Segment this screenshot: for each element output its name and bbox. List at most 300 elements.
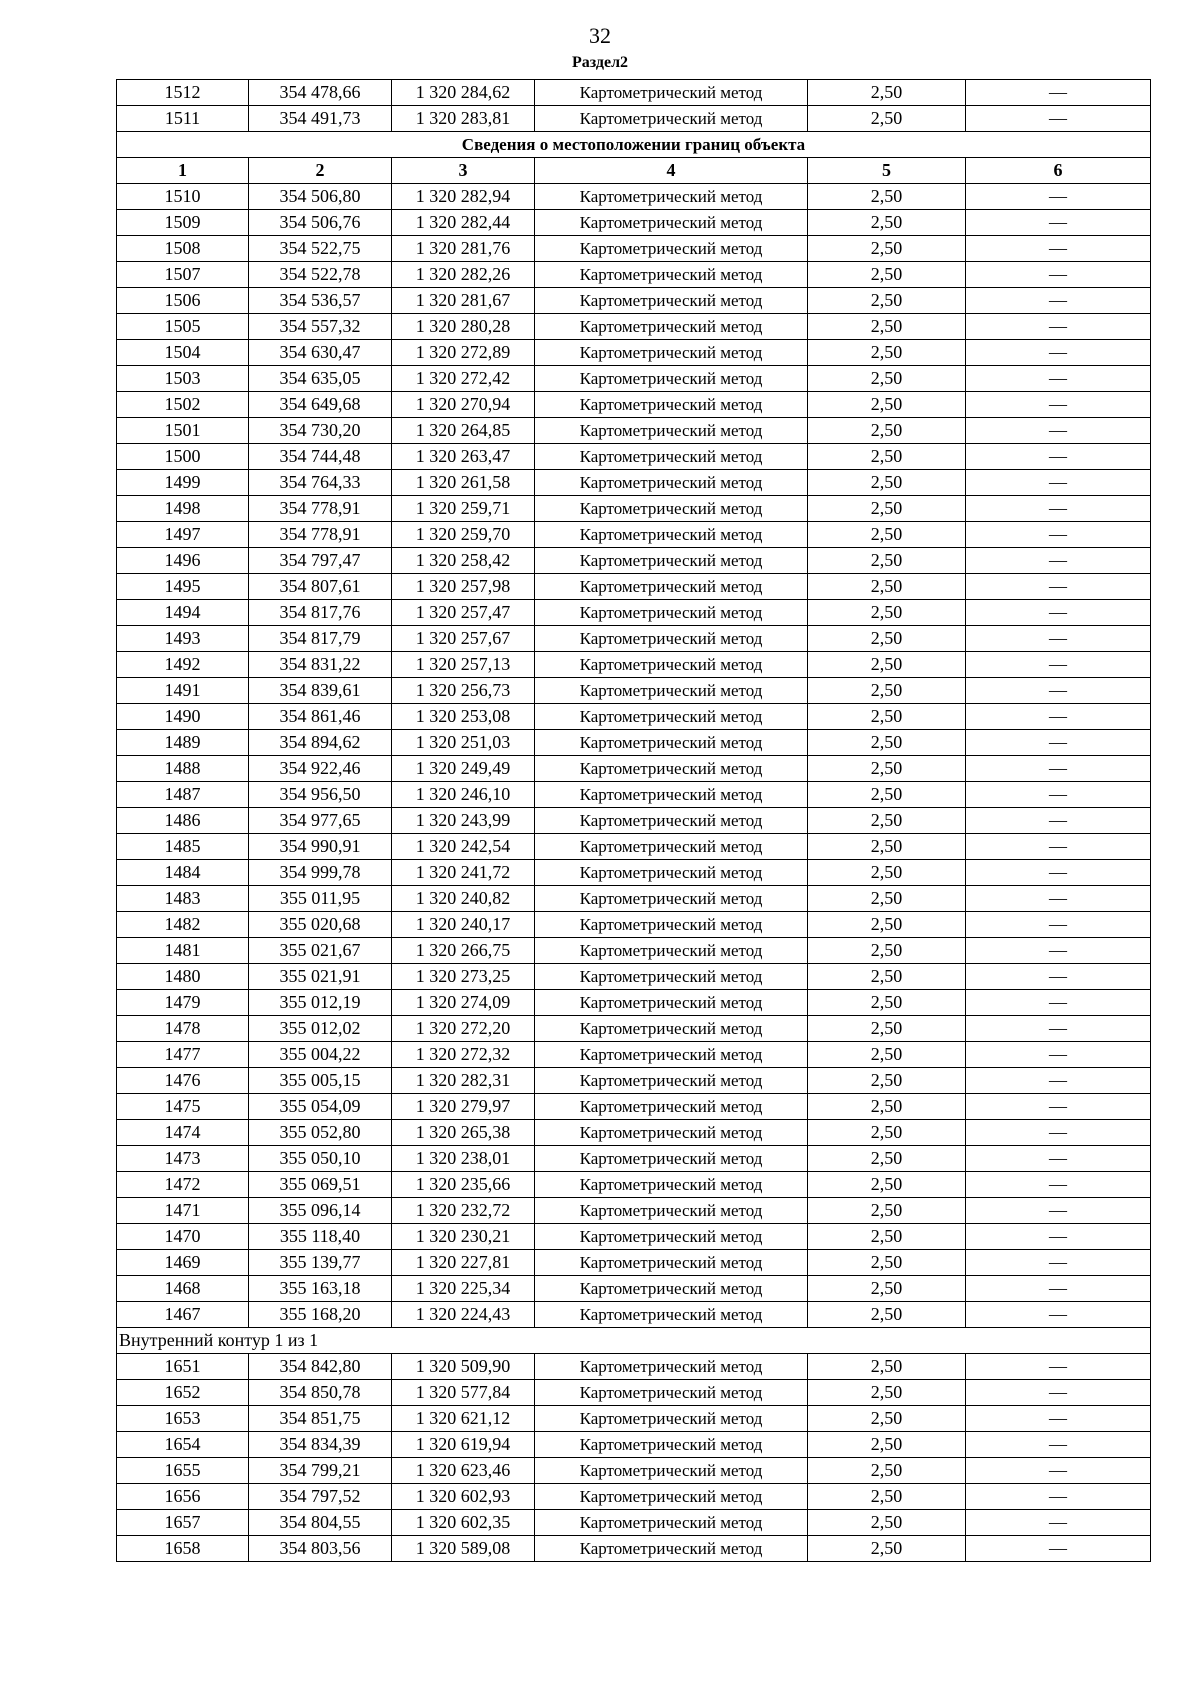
point-number-cell: 1477: [117, 1042, 249, 1068]
method-cell: Картометрический метод: [535, 730, 808, 756]
table-row: [117, 366, 1151, 392]
accuracy-cell: 2,50: [808, 288, 966, 314]
table-row: [117, 1276, 1151, 1302]
note-cell: —: [966, 600, 1151, 626]
note-cell: —: [966, 1120, 1151, 1146]
method-cell: Картометрический метод: [535, 938, 808, 964]
method-cell: Картометрический метод: [535, 80, 808, 106]
x-coordinate-cell: 355 004,22: [249, 1042, 392, 1068]
table-row: [117, 626, 1151, 652]
table-row: [117, 678, 1151, 704]
table-row: [117, 1484, 1151, 1510]
section-heading-row: [117, 132, 1151, 158]
point-number-cell: 1492: [117, 652, 249, 678]
point-number-cell: 1496: [117, 548, 249, 574]
y-coordinate-cell: 1 320 264,85: [392, 418, 535, 444]
y-coordinate-cell: 1 320 243,99: [392, 808, 535, 834]
x-coordinate-cell: 355 005,15: [249, 1068, 392, 1094]
section-title: Раздел2: [571, 54, 629, 71]
y-coordinate-cell: 1 320 246,10: [392, 782, 535, 808]
note-cell: —: [966, 210, 1151, 236]
method-cell: Картометрический метод: [535, 1146, 808, 1172]
y-coordinate-cell: 1 320 257,13: [392, 652, 535, 678]
y-coordinate-cell: 1 320 282,31: [392, 1068, 535, 1094]
method-cell: Картометрический метод: [535, 1224, 808, 1250]
y-coordinate-cell: 1 320 251,03: [392, 730, 535, 756]
table-row: [117, 912, 1151, 938]
method-cell: Картометрический метод: [535, 678, 808, 704]
point-number-cell: 1483: [117, 886, 249, 912]
method-cell: Картометрический метод: [535, 782, 808, 808]
note-cell: —: [966, 1276, 1151, 1302]
column-header: 4: [535, 158, 808, 184]
table-row: [117, 574, 1151, 600]
page-number: 32: [589, 23, 611, 48]
y-coordinate-cell: 1 320 241,72: [392, 860, 535, 886]
method-cell: Картометрический метод: [535, 834, 808, 860]
table-row: [117, 1068, 1151, 1094]
method-cell: Картометрический метод: [535, 1406, 808, 1432]
y-coordinate-cell: 1 320 240,82: [392, 886, 535, 912]
column-header-row: [117, 158, 1151, 184]
x-coordinate-cell: 354 922,46: [249, 756, 392, 782]
table-row: [117, 288, 1151, 314]
x-coordinate-cell: 355 118,40: [249, 1224, 392, 1250]
accuracy-cell: 2,50: [808, 1458, 966, 1484]
accuracy-cell: 2,50: [808, 236, 966, 262]
x-coordinate-cell: 355 012,02: [249, 1016, 392, 1042]
table-row: [117, 262, 1151, 288]
accuracy-cell: 2,50: [808, 964, 966, 990]
note-cell: —: [966, 314, 1151, 340]
x-coordinate-cell: 354 842,80: [249, 1354, 392, 1380]
accuracy-cell: 2,50: [808, 1198, 966, 1224]
table-row: [117, 106, 1151, 132]
x-coordinate-cell: 354 817,79: [249, 626, 392, 652]
table-row: [117, 652, 1151, 678]
x-coordinate-cell: 354 522,75: [249, 236, 392, 262]
point-number-cell: 1478: [117, 1016, 249, 1042]
note-cell: —: [966, 418, 1151, 444]
accuracy-cell: 2,50: [808, 1146, 966, 1172]
method-cell: Картометрический метод: [535, 106, 808, 132]
table-row: [117, 522, 1151, 548]
point-number-cell: 1656: [117, 1484, 249, 1510]
point-number-cell: 1512: [117, 80, 249, 106]
note-cell: —: [966, 548, 1151, 574]
table-row: [117, 1016, 1151, 1042]
accuracy-cell: 2,50: [808, 1250, 966, 1276]
point-number-cell: 1480: [117, 964, 249, 990]
accuracy-cell: 2,50: [808, 808, 966, 834]
accuracy-cell: 2,50: [808, 938, 966, 964]
table-row: [117, 80, 1151, 106]
y-coordinate-cell: 1 320 281,67: [392, 288, 535, 314]
y-coordinate-cell: 1 320 225,34: [392, 1276, 535, 1302]
method-cell: Картометрический метод: [535, 1536, 808, 1562]
x-coordinate-cell: 354 536,57: [249, 288, 392, 314]
point-number-cell: 1503: [117, 366, 249, 392]
note-cell: —: [966, 262, 1151, 288]
accuracy-cell: 2,50: [808, 756, 966, 782]
y-coordinate-cell: 1 320 273,25: [392, 964, 535, 990]
y-coordinate-cell: 1 320 257,98: [392, 574, 535, 600]
point-number-cell: 1490: [117, 704, 249, 730]
table-row: [117, 470, 1151, 496]
y-coordinate-cell: 1 320 261,58: [392, 470, 535, 496]
note-cell: —: [966, 964, 1151, 990]
column-header: 1: [117, 158, 249, 184]
note-cell: —: [966, 1198, 1151, 1224]
note-cell: —: [966, 626, 1151, 652]
accuracy-cell: 2,50: [808, 366, 966, 392]
accuracy-cell: 2,50: [808, 1172, 966, 1198]
note-cell: —: [966, 574, 1151, 600]
method-cell: Картометрический метод: [535, 522, 808, 548]
accuracy-cell: 2,50: [808, 678, 966, 704]
method-cell: Картометрический метод: [535, 418, 808, 444]
point-number-cell: 1493: [117, 626, 249, 652]
y-coordinate-cell: 1 320 256,73: [392, 678, 535, 704]
note-cell: —: [966, 1016, 1151, 1042]
y-coordinate-cell: 1 320 274,09: [392, 990, 535, 1016]
accuracy-cell: 2,50: [808, 210, 966, 236]
accuracy-cell: 2,50: [808, 834, 966, 860]
x-coordinate-cell: 354 797,47: [249, 548, 392, 574]
point-number-cell: 1506: [117, 288, 249, 314]
x-coordinate-cell: 354 799,21: [249, 1458, 392, 1484]
point-number-cell: 1652: [117, 1380, 249, 1406]
y-coordinate-cell: 1 320 235,66: [392, 1172, 535, 1198]
x-coordinate-cell: 355 054,09: [249, 1094, 392, 1120]
accuracy-cell: 2,50: [808, 470, 966, 496]
x-coordinate-cell: 355 163,18: [249, 1276, 392, 1302]
point-number-cell: 1473: [117, 1146, 249, 1172]
method-cell: Картометрический метод: [535, 340, 808, 366]
point-number-cell: 1508: [117, 236, 249, 262]
point-number-cell: 1499: [117, 470, 249, 496]
table-row: [117, 782, 1151, 808]
accuracy-cell: 2,50: [808, 106, 966, 132]
note-cell: —: [966, 470, 1151, 496]
table-row: [117, 184, 1151, 210]
method-cell: Картометрический метод: [535, 366, 808, 392]
table-row: [117, 1510, 1151, 1536]
note-cell: —: [966, 652, 1151, 678]
y-coordinate-cell: 1 320 283,81: [392, 106, 535, 132]
x-coordinate-cell: 354 506,76: [249, 210, 392, 236]
x-coordinate-cell: 355 052,80: [249, 1120, 392, 1146]
y-coordinate-cell: 1 320 272,42: [392, 366, 535, 392]
point-number-cell: 1498: [117, 496, 249, 522]
point-number-cell: 1491: [117, 678, 249, 704]
x-coordinate-cell: 355 050,10: [249, 1146, 392, 1172]
y-coordinate-cell: 1 320 249,49: [392, 756, 535, 782]
table-row: [117, 1198, 1151, 1224]
accuracy-cell: 2,50: [808, 1510, 966, 1536]
point-number-cell: 1481: [117, 938, 249, 964]
note-cell: —: [966, 886, 1151, 912]
accuracy-cell: 2,50: [808, 1302, 966, 1328]
point-number-cell: 1501: [117, 418, 249, 444]
method-cell: Картометрический метод: [535, 600, 808, 626]
coordinates-table: [116, 79, 1151, 1562]
method-cell: Картометрический метод: [535, 886, 808, 912]
x-coordinate-cell: 354 807,61: [249, 574, 392, 600]
method-cell: Картометрический метод: [535, 1250, 808, 1276]
note-cell: —: [966, 288, 1151, 314]
y-coordinate-cell: 1 320 619,94: [392, 1432, 535, 1458]
accuracy-cell: 2,50: [808, 912, 966, 938]
method-cell: Картометрический метод: [535, 314, 808, 340]
accuracy-cell: 2,50: [808, 652, 966, 678]
x-coordinate-cell: 354 834,39: [249, 1432, 392, 1458]
accuracy-cell: 2,50: [808, 600, 966, 626]
column-header: 5: [808, 158, 966, 184]
point-number-cell: 1475: [117, 1094, 249, 1120]
x-coordinate-cell: 354 478,66: [249, 80, 392, 106]
x-coordinate-cell: 354 956,50: [249, 782, 392, 808]
x-coordinate-cell: 355 011,95: [249, 886, 392, 912]
method-cell: Картометрический метод: [535, 1172, 808, 1198]
point-number-cell: 1485: [117, 834, 249, 860]
table-row: [117, 210, 1151, 236]
method-cell: Картометрический метод: [535, 1380, 808, 1406]
table-row: [117, 1406, 1151, 1432]
method-cell: Картометрический метод: [535, 1302, 808, 1328]
point-number-cell: 1509: [117, 210, 249, 236]
point-number-cell: 1651: [117, 1354, 249, 1380]
note-cell: —: [966, 1510, 1151, 1536]
table-row: [117, 834, 1151, 860]
note-cell: —: [966, 730, 1151, 756]
accuracy-cell: 2,50: [808, 340, 966, 366]
x-coordinate-cell: 354 990,91: [249, 834, 392, 860]
accuracy-cell: 2,50: [808, 418, 966, 444]
table-row: [117, 756, 1151, 782]
method-cell: Картометрический метод: [535, 1068, 808, 1094]
point-number-cell: 1486: [117, 808, 249, 834]
y-coordinate-cell: 1 320 259,70: [392, 522, 535, 548]
note-cell: —: [966, 808, 1151, 834]
x-coordinate-cell: 355 096,14: [249, 1198, 392, 1224]
x-coordinate-cell: 354 999,78: [249, 860, 392, 886]
point-number-cell: 1484: [117, 860, 249, 886]
point-number-cell: 1467: [117, 1302, 249, 1328]
accuracy-cell: 2,50: [808, 1354, 966, 1380]
y-coordinate-cell: 1 320 272,32: [392, 1042, 535, 1068]
x-coordinate-cell: 354 630,47: [249, 340, 392, 366]
accuracy-cell: 2,50: [808, 262, 966, 288]
note-cell: —: [966, 1302, 1151, 1328]
y-coordinate-cell: 1 320 257,67: [392, 626, 535, 652]
point-number-cell: 1505: [117, 314, 249, 340]
table-row: [117, 1380, 1151, 1406]
accuracy-cell: 2,50: [808, 1016, 966, 1042]
y-coordinate-cell: 1 320 270,94: [392, 392, 535, 418]
note-cell: —: [966, 678, 1151, 704]
point-number-cell: 1502: [117, 392, 249, 418]
x-coordinate-cell: 354 817,76: [249, 600, 392, 626]
table-row: [117, 1432, 1151, 1458]
y-coordinate-cell: 1 320 232,72: [392, 1198, 535, 1224]
table-row: [117, 1458, 1151, 1484]
section-heading: Сведения о местоположении границ объекта: [117, 132, 1151, 158]
accuracy-cell: 2,50: [808, 184, 966, 210]
note-cell: —: [966, 366, 1151, 392]
accuracy-cell: 2,50: [808, 1484, 966, 1510]
point-number-cell: 1487: [117, 782, 249, 808]
note-cell: —: [966, 1042, 1151, 1068]
method-cell: Картометрический метод: [535, 470, 808, 496]
x-coordinate-cell: 354 506,80: [249, 184, 392, 210]
y-coordinate-cell: 1 320 284,62: [392, 80, 535, 106]
point-number-cell: 1655: [117, 1458, 249, 1484]
method-cell: Картометрический метод: [535, 1198, 808, 1224]
point-number-cell: 1489: [117, 730, 249, 756]
table-row: [117, 236, 1151, 262]
x-coordinate-cell: 354 649,68: [249, 392, 392, 418]
note-cell: —: [966, 1224, 1151, 1250]
note-cell: —: [966, 1458, 1151, 1484]
method-cell: Картометрический метод: [535, 704, 808, 730]
table-row: [117, 496, 1151, 522]
note-cell: —: [966, 1354, 1151, 1380]
point-number-cell: 1472: [117, 1172, 249, 1198]
note-cell: —: [966, 860, 1151, 886]
y-coordinate-cell: 1 320 272,89: [392, 340, 535, 366]
method-cell: Картометрический метод: [535, 964, 808, 990]
y-coordinate-cell: 1 320 282,44: [392, 210, 535, 236]
note-cell: —: [966, 834, 1151, 860]
method-cell: Картометрический метод: [535, 626, 808, 652]
table-row: [117, 938, 1151, 964]
method-cell: Картометрический метод: [535, 808, 808, 834]
accuracy-cell: 2,50: [808, 314, 966, 340]
accuracy-cell: 2,50: [808, 730, 966, 756]
point-number-cell: 1469: [117, 1250, 249, 1276]
column-header: 6: [966, 158, 1151, 184]
y-coordinate-cell: 1 320 282,26: [392, 262, 535, 288]
method-cell: Картометрический метод: [535, 1120, 808, 1146]
method-cell: Картометрический метод: [535, 756, 808, 782]
note-cell: —: [966, 704, 1151, 730]
note-cell: —: [966, 912, 1151, 938]
x-coordinate-cell: 354 851,75: [249, 1406, 392, 1432]
table-row: [117, 1042, 1151, 1068]
point-number-cell: 1504: [117, 340, 249, 366]
accuracy-cell: 2,50: [808, 1536, 966, 1562]
y-coordinate-cell: 1 320 253,08: [392, 704, 535, 730]
x-coordinate-cell: 354 797,52: [249, 1484, 392, 1510]
accuracy-cell: 2,50: [808, 496, 966, 522]
note-cell: —: [966, 1068, 1151, 1094]
method-cell: Картометрический метод: [535, 574, 808, 600]
table-row: [117, 1302, 1151, 1328]
table-row: [117, 1224, 1151, 1250]
x-coordinate-cell: 354 635,05: [249, 366, 392, 392]
note-cell: —: [966, 1146, 1151, 1172]
method-cell: Картометрический метод: [535, 392, 808, 418]
table-row: [117, 860, 1151, 886]
note-cell: —: [966, 990, 1151, 1016]
method-cell: Картометрический метод: [535, 184, 808, 210]
note-cell: —: [966, 1094, 1151, 1120]
accuracy-cell: 2,50: [808, 80, 966, 106]
note-cell: —: [966, 392, 1151, 418]
point-number-cell: 1510: [117, 184, 249, 210]
y-coordinate-cell: 1 320 263,47: [392, 444, 535, 470]
table-row: [117, 1250, 1151, 1276]
accuracy-cell: 2,50: [808, 392, 966, 418]
accuracy-cell: 2,50: [808, 782, 966, 808]
note-cell: —: [966, 106, 1151, 132]
x-coordinate-cell: 355 168,20: [249, 1302, 392, 1328]
y-coordinate-cell: 1 320 257,47: [392, 600, 535, 626]
accuracy-cell: 2,50: [808, 522, 966, 548]
y-coordinate-cell: 1 320 242,54: [392, 834, 535, 860]
contour-label: Внутренний контур 1 из 1: [117, 1328, 1151, 1354]
table-row: [117, 1536, 1151, 1562]
accuracy-cell: 2,50: [808, 990, 966, 1016]
accuracy-cell: 2,50: [808, 704, 966, 730]
x-coordinate-cell: 354 491,73: [249, 106, 392, 132]
table-row: [117, 808, 1151, 834]
point-number-cell: 1470: [117, 1224, 249, 1250]
y-coordinate-cell: 1 320 240,17: [392, 912, 535, 938]
table-row: [117, 886, 1151, 912]
table-row: [117, 1354, 1151, 1380]
point-number-cell: 1494: [117, 600, 249, 626]
x-coordinate-cell: 355 021,67: [249, 938, 392, 964]
method-cell: Картометрический метод: [535, 1094, 808, 1120]
method-cell: Картометрический метод: [535, 1354, 808, 1380]
accuracy-cell: 2,50: [808, 1094, 966, 1120]
point-number-cell: 1500: [117, 444, 249, 470]
y-coordinate-cell: 1 320 227,81: [392, 1250, 535, 1276]
point-number-cell: 1474: [117, 1120, 249, 1146]
accuracy-cell: 2,50: [808, 626, 966, 652]
x-coordinate-cell: 354 831,22: [249, 652, 392, 678]
accuracy-cell: 2,50: [808, 1224, 966, 1250]
method-cell: Картометрический метод: [535, 1510, 808, 1536]
note-cell: —: [966, 184, 1151, 210]
accuracy-cell: 2,50: [808, 1380, 966, 1406]
x-coordinate-cell: 354 730,20: [249, 418, 392, 444]
x-coordinate-cell: 355 069,51: [249, 1172, 392, 1198]
point-number-cell: 1482: [117, 912, 249, 938]
y-coordinate-cell: 1 320 266,75: [392, 938, 535, 964]
table-row: [117, 600, 1151, 626]
point-number-cell: 1497: [117, 522, 249, 548]
x-coordinate-cell: 354 803,56: [249, 1536, 392, 1562]
note-cell: —: [966, 1484, 1151, 1510]
column-header: 2: [249, 158, 392, 184]
note-cell: —: [966, 1536, 1151, 1562]
table-row: [117, 314, 1151, 340]
point-number-cell: 1658: [117, 1536, 249, 1562]
contour-label-row: [117, 1328, 1151, 1354]
point-number-cell: 1654: [117, 1432, 249, 1458]
y-coordinate-cell: 1 320 602,93: [392, 1484, 535, 1510]
method-cell: Картометрический метод: [535, 1276, 808, 1302]
method-cell: Картометрический метод: [535, 990, 808, 1016]
x-coordinate-cell: 354 557,32: [249, 314, 392, 340]
y-coordinate-cell: 1 320 577,84: [392, 1380, 535, 1406]
point-number-cell: 1476: [117, 1068, 249, 1094]
y-coordinate-cell: 1 320 280,28: [392, 314, 535, 340]
method-cell: Картометрический метод: [535, 1432, 808, 1458]
